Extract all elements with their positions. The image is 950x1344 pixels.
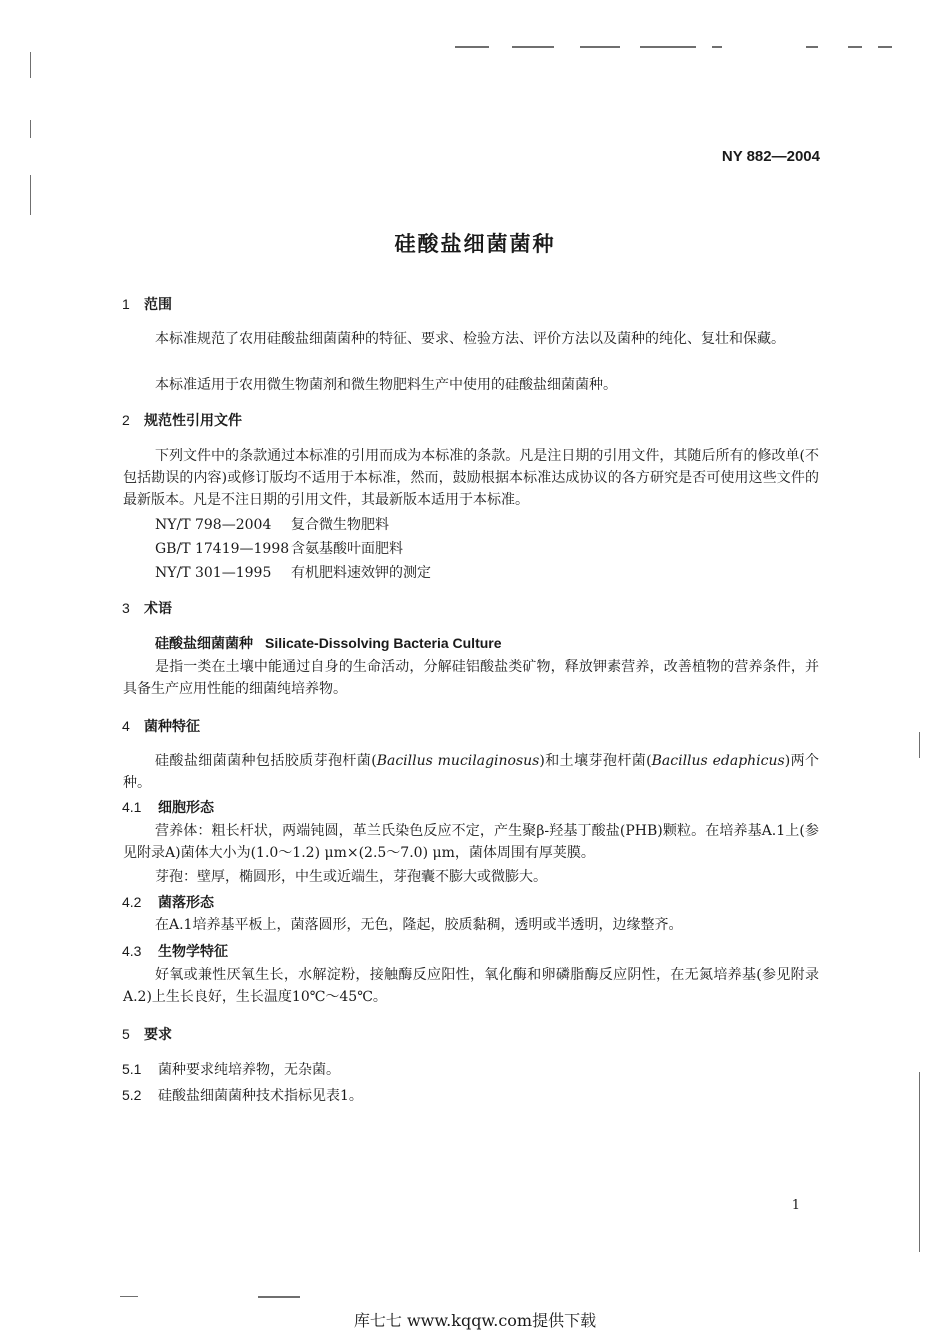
text-run: )和土壤芽孢杆菌( <box>539 753 652 769</box>
subsection-4-2-heading <box>122 892 214 912</box>
clause-5-1 <box>122 1059 340 1079</box>
paragraph: 在A.1培养基平板上，菌落圆形，无色，隆起，胶质黏稠，透明或半透明，边缘整齐。 <box>155 917 683 933</box>
section-2-heading <box>122 410 242 430</box>
reference-code: GB/T 17419—1998 <box>155 541 290 557</box>
subsection-number: 4.2 <box>122 894 142 910</box>
term-definition: 是指一类在土壤中能通过自身的生命活动，分解硅铝酸盐类矿物，释放钾素营养，改善植物的营养条件，并具备生产应用性能的细菌纯培养物。 <box>123 659 819 697</box>
paragraph: 营养体：粗长杆状，两端钝圆，革兰氏染色反应不定，产生聚β-羟基丁酸盐(PHB)颗粒。在培养基A.1上(参见附录A)菌体大小为(1.0～1.2) μm×(2.5～7.0) μm，菌体周围有厚荚膜。 <box>123 823 819 861</box>
document-title: 硅酸盐细菌菌种 <box>394 231 556 256</box>
section-number: 2 <box>122 412 130 428</box>
scan-artifact <box>712 46 722 48</box>
paragraph: 好氧或兼性厌氧生长，水解淀粉，接触酶反应阳性，氧化酶和卵磷脂酶反应阴性，在无氮培养基(参见附录A.2)上生长良好，生长温度10℃～45℃。 <box>123 967 819 1005</box>
scan-artifact <box>806 46 818 48</box>
scan-artifact <box>919 732 920 758</box>
term-entry <box>155 633 502 653</box>
scan-artifact <box>258 1296 300 1298</box>
subsection-4-1-heading <box>122 797 214 817</box>
scan-artifact <box>512 46 554 48</box>
subsection-title: 生物学特征 <box>158 944 228 960</box>
subsection-number: 4.1 <box>122 799 142 815</box>
reference-name: 含氨基酸叶面肥料 <box>291 541 403 557</box>
clause-number: 5.2 <box>122 1087 142 1103</box>
paragraph <box>123 750 819 794</box>
reference-item <box>155 562 431 582</box>
term-chinese: 硅酸盐细菌菌种 <box>155 636 253 652</box>
clause-number: 5.1 <box>122 1061 142 1077</box>
scan-artifact <box>30 120 31 138</box>
section-title: 要求 <box>144 1027 172 1043</box>
species-name: Bacillus mucilaginosus <box>376 753 540 769</box>
paragraph: 芽孢：壁厚，椭圆形，中生或近端生，芽孢囊不膨大或微膨大。 <box>155 869 547 885</box>
section-number: 5 <box>122 1026 130 1042</box>
section-title: 菌种特征 <box>144 719 200 735</box>
section-4-heading <box>122 716 200 736</box>
section-5-heading <box>122 1024 172 1044</box>
scan-artifact <box>640 46 696 48</box>
section-number: 3 <box>122 600 130 616</box>
standard-code: NY 882—2004 <box>721 148 820 165</box>
term-english: Silicate-Dissolving Bacteria Culture <box>265 635 502 651</box>
section-title: 范围 <box>144 297 172 313</box>
paragraph: 本标准适用于农用微生物菌剂和微生物肥料生产中使用的硅酸盐细菌菌种。 <box>155 377 617 393</box>
paragraph: 本标准规范了农用硅酸盐细菌菌种的特征、要求、检验方法、评价方法以及菌种的纯化、复壮和保藏。 <box>155 331 785 347</box>
species-name: Bacillus edaphicus <box>651 753 785 769</box>
subsection-title: 菌落形态 <box>158 895 214 911</box>
section-number: 1 <box>122 296 130 312</box>
subsection-4-3-heading <box>122 941 228 961</box>
scan-artifact <box>848 46 862 48</box>
reference-name: 有机肥料速效钾的测定 <box>291 565 431 581</box>
subsection-title: 细胞形态 <box>158 800 214 816</box>
section-title: 术语 <box>144 601 172 617</box>
clause-text: 硅酸盐细菌菌种技术指标见表1。 <box>158 1088 363 1104</box>
scan-artifact <box>878 46 892 48</box>
section-3-heading <box>122 598 172 618</box>
paragraph: 下列文件中的条款通过本标准的引用而成为本标准的条款。凡是注日期的引用文件，其随后所有的修改单(不包括勘误的内容)或修订版均不适用于本标准，然而，鼓励根据本标准达成协议的各方研究是否可使用这些文件的最新版本。凡是不注日期的引用文件，其最新版本适用于本标准。 <box>123 448 819 508</box>
section-number: 4 <box>122 718 130 734</box>
clause-text: 菌种要求纯培养物，无杂菌。 <box>158 1062 340 1078</box>
reference-item <box>155 538 403 558</box>
reference-name: 复合微生物肥料 <box>291 517 389 533</box>
text-run: )两个种。 <box>123 753 819 791</box>
scan-artifact <box>30 52 31 78</box>
reference-code: NY/T 301—1995 <box>155 565 272 581</box>
page-number: 1 <box>791 1198 800 1213</box>
scan-artifact <box>120 1296 138 1297</box>
section-title: 规范性引用文件 <box>144 413 242 429</box>
text-run: 硅酸盐细菌菌种包括胶质芽孢杆菌( <box>155 753 377 769</box>
subsection-number: 4.3 <box>122 943 142 959</box>
reference-code: NY/T 798—2004 <box>155 517 272 533</box>
scan-artifact <box>30 175 31 215</box>
clause-5-2 <box>122 1085 363 1105</box>
section-1-heading <box>122 294 172 314</box>
scan-artifact <box>919 1072 920 1252</box>
reference-item <box>155 514 389 534</box>
scan-artifact <box>455 46 489 48</box>
download-footer: 库七七 www.kqqw.com提供下载 <box>353 1311 597 1330</box>
scan-artifact <box>580 46 620 48</box>
